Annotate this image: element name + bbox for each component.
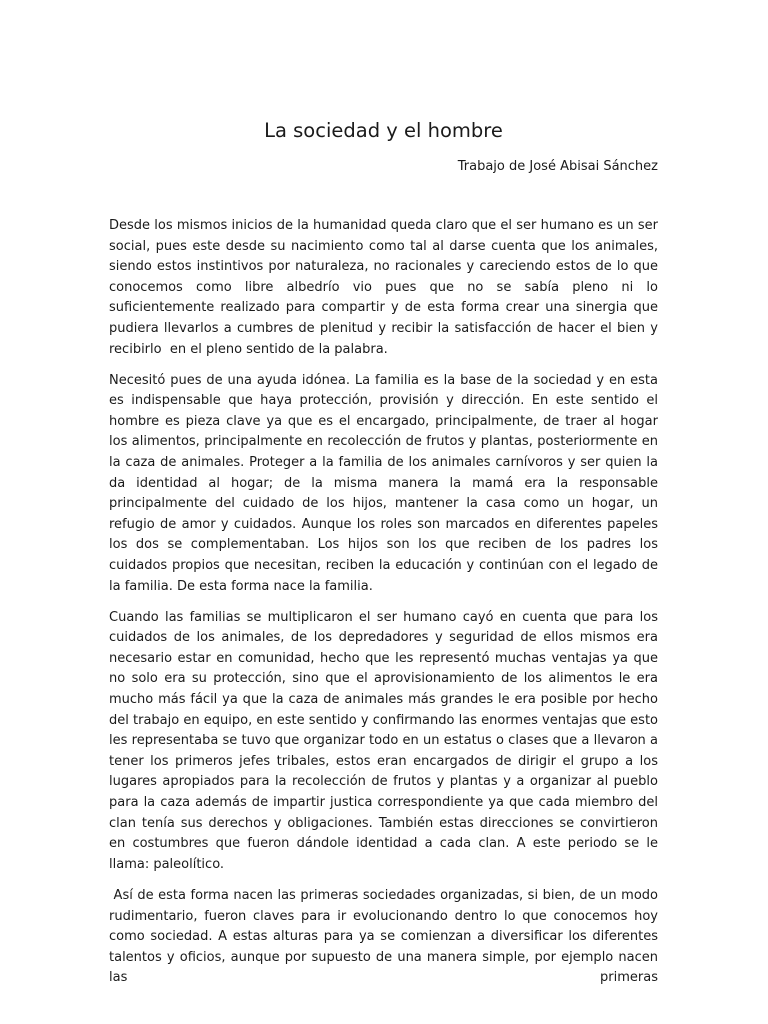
document-body <box>109 216 663 986</box>
document-byline: Trabajo de José Abisai Sánchez <box>457 159 658 174</box>
document-title: La sociedad y el hombre <box>264 119 503 142</box>
paragraph-3: Cuando las familias se multiplicaron el ser humano cayó en cuenta que para los cuidados de los animales, de los depredadores y seguridad de ellos mismos era necesario estar en comunidad, hecho que les representó muchas ventajas ya que no solo era su protección, sino que el aprovisionamiento de los alimentos le era mucho más fácil ya que la caza de animales más grandes le era posible por hecho del trabajo en equipo, en este sentido y confirmando las enormes ventajas que esto les representaba se tuvo que organizar todo en un estatus o clases que a llevaron a tener los primeros jefes tribales, estos eran encargados de dirigir el grupo a los lugares apropiados para la recolección de frutos y plantas y a organizar al pueblo para la caza además de impartir justica correspondiente ya que cada miembro del clan tenía sus derechos y obligaciones. También estas direcciones se convirtieron en costumbres que fueron dándole identidad a cada clan. A este periodo se le llama: paleolítico. <box>109 609 663 872</box>
paragraph-4: Así de esta forma nacen las primeras sociedades organizadas, si bien, de un modo rudimentario, fueron claves para ir evolucionando dentro lo que conocemos hoy como sociedad. A estas alturas para ya se comienzan a diversificar los diferentes talentos y oficios, aunque por supuesto de una manera simple, por ejemplo nacen las primeras <box>109 887 663 986</box>
paragraph-1: Desde los mismos inicios de la humanidad queda claro que el ser humano es un ser social, pues este desde su nacimiento como tal al darse cuenta que los animales, siendo estos instintivos por naturaleza, no racionales y careciendo estos de lo que conocemos como libre albedrío vio pues que no se sabía pleno ni lo suficientemente realizado para compartir y de esta forma crear una sinergia que pudiera llevarlos a cumbres de plenitud y recibir la satisfacción de hacer el bien y recibirlo en el pleno sentido de la palabra. <box>109 218 663 357</box>
paragraph-2: Necesitó pues de una ayuda idónea. La familia es la base de la sociedad y en esta es indispensable que haya protección, provisión y dirección. En este sentido el hombre es pieza clave ya que es el encargado, principalmente, de traer al hogar los alimentos, principalmente en recolección de frutos y plantas, posteriormente en la caza de animales. Proteger a la familia de los animales carnívoros y ser quien la da identidad al hogar; de la misma manera la mamá era la responsable principalmente del cuidado de los hijos, mantener la casa como un hogar, un refugio de amor y cuidados. Aunque los roles son marcados en diferentes papeles los dos se complementaban. Los hijos son los que reciben de los padres los cuidados propios que necesitan, reciben la educación y continúan con el legado de la familia. De esta forma nace la familia. <box>109 372 663 594</box>
